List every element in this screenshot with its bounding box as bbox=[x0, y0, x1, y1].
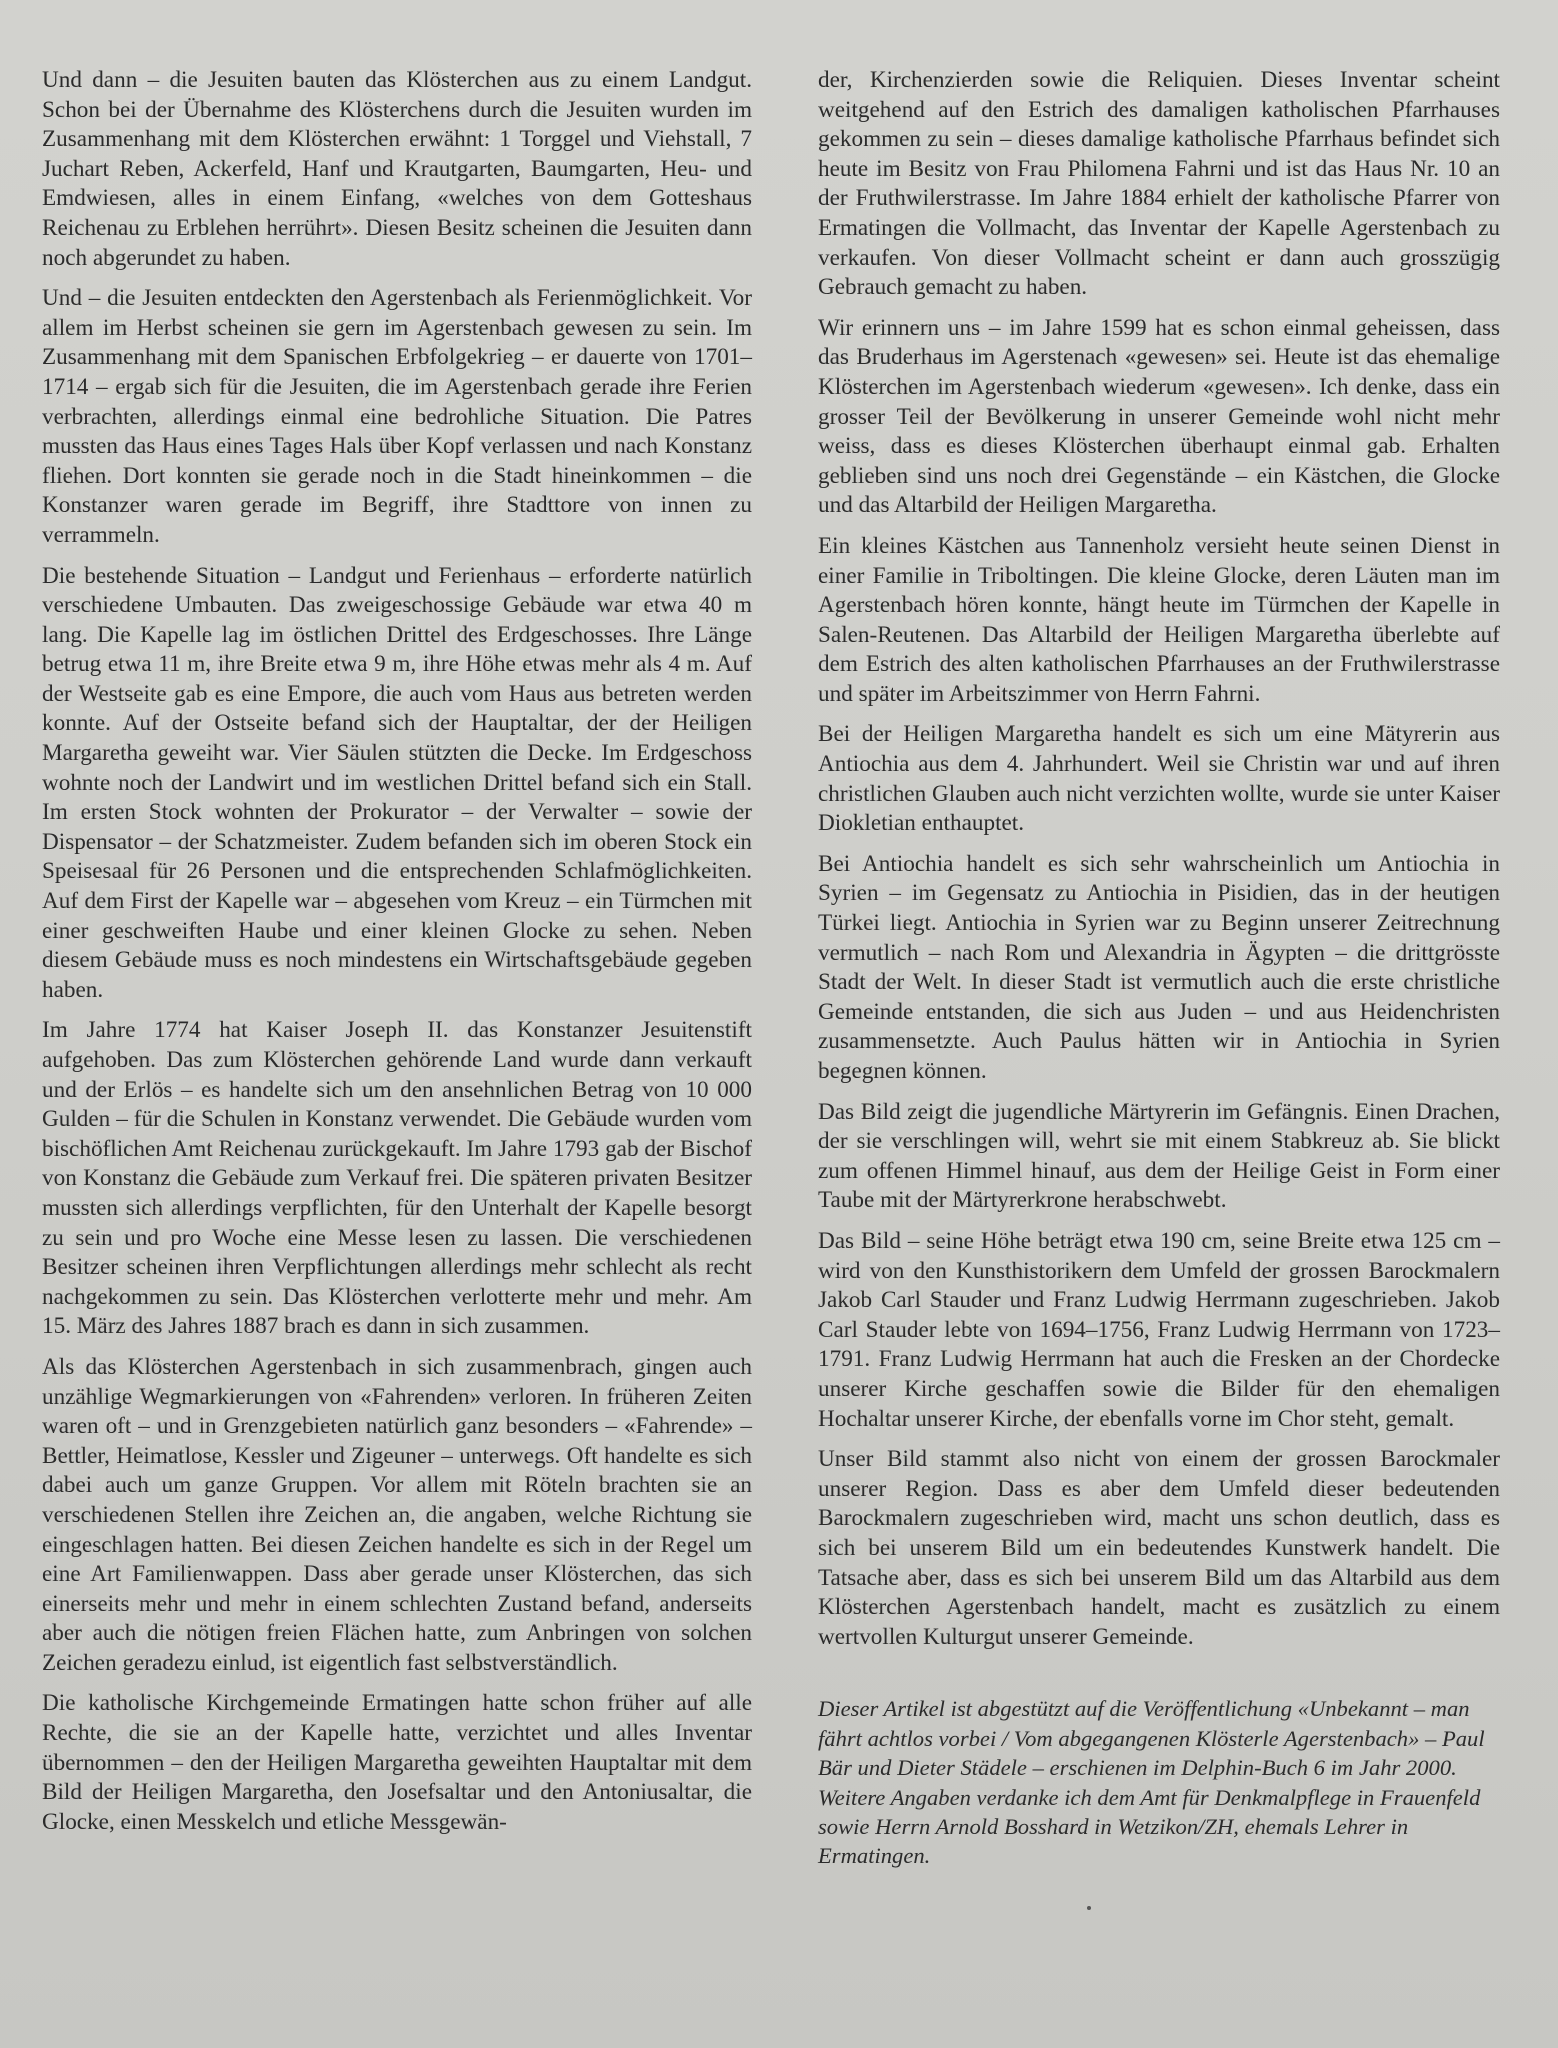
paragraph-kaestchen: Ein kleines Kästchen aus Tannenholz versieht heute seinen Dienst in einer Familie in Triboltingen. Die kleine Glocke, deren Läuten man im Agerstenbach hören konnte, hängt heute im Türmchen der Kapelle in Salen-Reutenen. Das Altarbild der Heiligen Margaretha überlebte auf dem Estrich des alten katholischen Pfarrhauses an der Fruthwilerstrasse und später im Arbeitszimmer von Herrn Fahrni. bbox=[818, 532, 1500, 707]
paragraph-umbauten: Die bestehende Situation – Landgut und Ferienhaus – erforderte natürlich verschiedene Umbauten. Das zweigeschossige Gebäude war etwa 40 m lang. Die Kapelle lag im östlichen Drittel des Erdgeschosses. Ihre Länge betrug etwa 11 m, ihre Breite etwa 9 m, ihre Höhe etwas mehr als 4 m. Auf der Westseite gab es eine Empore, die auch vom Haus aus betreten werden konnte. Auf der Ostseite befand sich der Hauptaltar, der der Heiligen Margaretha geweiht war. Vier Säulen stützten die Decke. Im Erdgeschoss wohnte noch der Landwirt und im westlichen Drittel befand sich ein Stall. Im ersten Stock wohnten der Prokurator – der Verwalter – sowie der Dispensator – der Schatzmeister. Zudem befanden sich im oberen Stock ein Speisesaal für 26 Personen und die entsprechenden Schlafmöglichkeiten. Auf dem First der Kapelle war – abgesehen vom Kreuz – ein Türmchen mit einer geschweiften Haube und einer kleinen Glocke zu sehen. Neben diesem Gebäude muss es noch mindestens ein Wirtschaftsgebäude gegeben haben. bbox=[42, 562, 752, 1003]
left-text-column bbox=[42, 66, 752, 1848]
paragraph-bild: Das Bild zeigt die jugendliche Märtyrerin im Gefängnis. Einen Drachen, der sie verschlingen will, wehrt sie mit einem Stabkreuz ab. Sie blickt zum offenen Himmel hinauf, aus dem der Heilige Geist in Form einer Taube mit der Märtyrerkrone herabschwebt. bbox=[818, 1098, 1500, 1214]
source-note: Dieser Artikel ist abgestützt auf die Veröffentlichung «Unbekannt – man fährt achtlos vorbei / Vom abgegangenen Klösterle Agerstenbach» – Paul Bär und Dieter Städele – erschienen im Delphin-Buch 6 im Jahr 2000. Weitere Angaben verdanke ich dem Amt für Denkmalpflege in Frauenfeld sowie Herrn Arnold Bosshard in Wetzikon/ZH, ehemals Lehrer in Ermatingen. bbox=[818, 1696, 1485, 1869]
paragraph-gewesen: Wir erinnern uns – im Jahre 1599 hat es schon einmal geheissen, dass das Bruderhaus im Agerstenach «gewesen» sei. Heute ist das ehemalige Klösterchen im Agerstenbach wiederum «gewesen». Ich denke, dass ein grosser Teil der Bevölkerung in unserer Gemeinde wohl nicht mehr weiss, dass es dieses Klösterchen überhaupt einmal gab. Erhalten geblieben sind uns noch drei Gegenstände – ein Kästchen, die Glocke und das Altarbild der Heiligen Margaretha. bbox=[818, 314, 1500, 519]
paragraph-landgut: Und dann – die Jesuiten bauten das Klösterchen aus zu einem Landgut. Schon bei der Übernahme des Klösterchens durch die Jesuiten wurden im Zusammenhang mit dem Klösterchen erwähnt: 1 Torggel und Viehstall, 7 Juchart Reben, Ackerfeld, Hanf und Krautgarten, Baumgarten, Heu- und Emdwiesen, alles in einem Einfang, «welches von dem Gotteshaus Reichenau zu Erblehen herrührt». Diesen Besitz scheinen die Jesuiten dann noch abgerundet zu haben. bbox=[42, 67, 752, 271]
paragraph-masse: Das Bild – seine Höhe beträgt etwa 190 cm, seine Breite etwa 125 cm – wird von den Kunsthistorikern dem Umfeld der grossen Barockmalern Jakob Carl Stauder und Franz Ludwig Herrmann zugeschrieben. Jakob Carl Stauder lebte von 1694–1756, Franz Ludwig Herrmann von 1723–1791. Franz Ludwig Herrmann hat auch die Fresken an der Chordecke unserer Kirche geschaffen sowie die Bilder für den ehemaligen Hochaltar unserer Kirche, der ebenfalls vorne im Chor steht, gemalt. bbox=[818, 1227, 1500, 1432]
paragraph-inventar-continued: der, Kirchenzierden sowie die Reliquien. Dieses Inventar scheint weitgehend auf den Estrich des damaligen katholischen Pfarrhauses gekommen zu sein – dieses damalige katholische Pfarrhaus befindet sich heute im Besitz von Frau Philomena Fahrni und ist das Haus Nr. 10 an der Fruthwilerstrasse. Im Jahre 1884 erhielt der katholische Pfarrer von Ermatingen die Vollmacht, das Inventar der Kapelle Agerstenbach zu verkaufen. Von dieser Vollmacht scheint er dann auch grosszügig Gebrauch gemacht zu haben. bbox=[818, 67, 1500, 301]
paragraph-ferien: Und – die Jesuiten entdeckten den Agerstenbach als Ferienmöglichkeit. Vor allem im Herbst scheinen sie gern im Agerstenbach gewesen zu sein. Im Zusammenhang mit dem Spanischen Erbfolgekrieg – er dauerte von 1701–1714 – ergab sich für die Jesuiten, die im Agerstenbach gerade ihre Ferien verbrachten, allerdings einmal eine bedrohliche Situation. Die Patres mussten das Haus eines Tages Hals über Kopf verlassen und nach Konstanz fliehen. Dort konnten sie gerade noch in die Stadt hineinkommen – die Konstanzer waren gerade im Begriff, ihre Stadttore von innen zu verrammeln. bbox=[42, 285, 752, 548]
paragraph-fahrende: Als das Klösterchen Agerstenbach in sich zusammenbrach, gingen auch unzählige Wegmarkierungen von «Fahrenden» verloren. In früheren Zeiten waren oft – und in Grenzgebieten natürlich ganz besonders – «Fahrende» – Bettler, Heimatlose, Kessler und Zigeuner – unterwegs. Oft handelte es sich dabei auch um ganze Gruppen. Vor allem mit Röteln brachten sie an verschiedenen Stellen ihre Zeichen an, die angaben, welche Richtung sie eingeschlagen hatten. Bei diesen Zeichen handelte es sich in der Regel um eine Art Familienwappen. Dass aber gerade unser Klösterchen, das sich einerseits mehr und mehr in einem schlechten Zustand befand, anderseits aber auch die nötigen freien Flächen hatte, zum Anbringen von solchen Zeichen geradezu einlud, ist eigentlich fast selbstverständlich. bbox=[42, 1353, 752, 1676]
paragraph-inventar: Die katholische Kirchgemeinde Ermatingen hatte schon früher auf alle Rechte, die sie an der Kapelle hatte, verzichtet und alles Inventar übernommen – den der Heiligen Margaretha geweihten Hauptaltar mit dem Bild der Heiligen Margaretha, den Josefsaltar und den Antoniusaltar, die Glocke, einen Messkelch und etliche Messgewän- bbox=[42, 1690, 752, 1835]
paper-speck bbox=[1087, 1906, 1091, 1910]
paragraph-antiochia: Bei Antiochia handelt es sich sehr wahrscheinlich um Antiochia in Syrien – im Gegensatz zu Antiochia in Pisidien, das in der heutigen Türkei liegt. Antiochia in Syrien war zu Beginn unserer Zeitrechnung vermutlich – nach Rom und Alexandria in Ägypten – die drittgrösste Stadt der Welt. In dieser Stadt ist vermutlich auch die erste christliche Gemeinde entstanden, die sich aus Juden – und aus Heidenchristen zusammensetzte. Auch Paulus hätten wir in Antiochia in Syrien begegnen können. bbox=[818, 850, 1500, 1084]
paragraph-aufhebung: Im Jahre 1774 hat Kaiser Joseph II. das Konstanzer Jesuitenstift aufgehoben. Das zum Klösterchen gehörende Land wurde dann verkauft und der Erlös – es handelte sich um den ansehnlichen Betrag von 10 000 Gulden – für die Schulen in Konstanz verwendet. Die Gebäude wurden vom bischöflichen Amt Reichenau zurückgekauft. Im Jahre 1793 gab der Bischof von Konstanz die Gebäude zum Verkauf frei. Die späteren privaten Besitzer mussten sich allerdings verpflichten, für den Unterhalt der Kapelle besorgt zu sein und pro Woche eine Messe lesen zu lassen. Die verschiedenen Besitzer scheinen ihren Verpflichtungen allerdings mehr schlecht als recht nachgekommen zu sein. Das Klösterchen verlotterte mehr und mehr. Am 15. März des Jahres 1887 brach es dann in sich zusammen. bbox=[42, 1017, 752, 1340]
right-text-column bbox=[818, 66, 1500, 1882]
paragraph-kulturgut: Unser Bild stammt also nicht von einem der grossen Barockmaler unserer Region. Dass es aber dem Umfeld dieser bedeutenden Barockmalern zugeschrieben wird, macht uns schon deutlich, dass es sich bei unserem Bild um ein bedeutendes Kunstwerk handelt. Die Tatsache aber, dass es sich bei unserem Bild um das Altarbild aus dem Klösterchen Agerstenbach handelt, macht es zusätzlich zu einem wertvollen Kulturgut unserer Gemeinde. bbox=[818, 1446, 1500, 1650]
paragraph-margaretha: Bei der Heiligen Margaretha handelt es sich um eine Mätyrerin aus Antiochia aus dem 4. Jahrhundert. Weil sie Christin war und auf ihren christlichen Glauben auch nicht verzichten wollte, wurde sie unter Kaiser Diokletian enthauptet. bbox=[818, 721, 1500, 837]
